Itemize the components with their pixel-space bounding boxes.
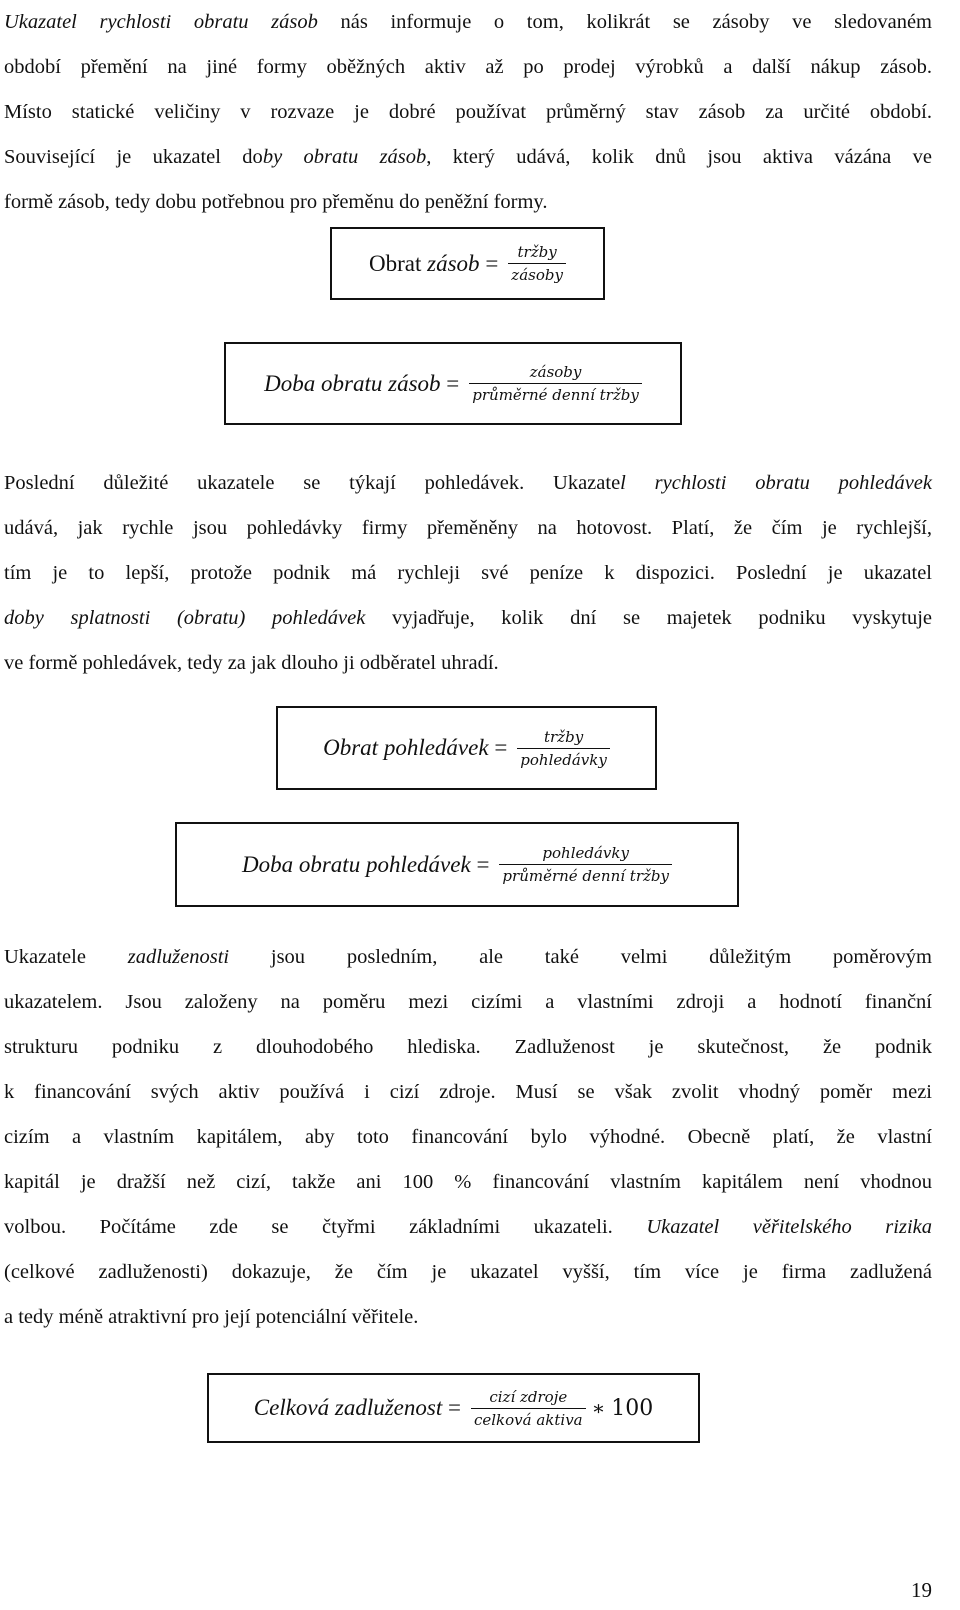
denominator: průměrné denní tržby <box>502 867 669 885</box>
page-number: 19 <box>911 1578 932 1602</box>
text-line <box>4 1025 932 1070</box>
text-run: Související je ukazatel do <box>4 146 263 168</box>
text-line <box>4 1115 932 1160</box>
numerator: tržby <box>517 243 557 261</box>
text-line <box>4 935 932 980</box>
text-run: k financování svých aktiv používá i cizí zdroje. Musí se však zvolit vhodný poměr mezi <box>4 1081 932 1103</box>
text-line <box>4 1295 932 1340</box>
text-line <box>4 980 932 1025</box>
formula-inventory-days <box>224 342 682 425</box>
text-line <box>4 45 932 90</box>
text-run: nás informuje o tom, kolikrát se zásoby ve sledovaném <box>317 11 932 33</box>
formula-lhs: Doba obratu zásob = <box>264 370 460 396</box>
formula-lhs: Doba obratu pohledávek = <box>242 851 490 877</box>
text-run: formě zásob, tedy dobu potřebnou pro přeměnu do peněžní formy. <box>4 191 548 213</box>
text-line <box>4 1070 932 1115</box>
formula-lhs: Celková zadluženost = <box>253 1395 461 1420</box>
fraction <box>471 1386 586 1431</box>
text-run: cizím a vlastním kapitálem, aby toto financování bylo výhodné. Obecně platí, že vlastní <box>4 1126 932 1148</box>
fraction <box>469 361 642 406</box>
text-line <box>4 461 932 506</box>
text-line <box>4 641 932 686</box>
italic-term: l rychlosti obratu pohledávek <box>620 472 932 494</box>
text-run: vyjadřuje, kolik dní se majetek podniku vyskytuje <box>365 607 932 629</box>
text-run: volbou. Počítáme zde se čtyřmi základními ukazateli. <box>4 1216 647 1238</box>
text-line <box>4 596 932 641</box>
text-line <box>4 135 932 180</box>
denominator: zásoby <box>511 266 563 284</box>
text-run: jsou posledním, ale také velmi důležitým poměrovým <box>229 946 932 968</box>
multiply-operator: ∗ <box>591 1396 606 1420</box>
numerator: tržby <box>543 727 584 746</box>
fraction <box>499 842 672 887</box>
paragraph-indebtedness <box>4 935 932 1340</box>
denominator: pohledávky <box>520 750 607 769</box>
text-run: tím je to lepší, protože podnik má rychleji své peníze k dispozici. Poslední je ukazatel <box>4 562 932 584</box>
text-run: udává, jak rychle jsou pohledávky firmy přeměněny na hotovost. Platí, že čím je rychlejší, <box>4 517 932 539</box>
text-line <box>4 1160 932 1205</box>
formula-receivables-turnover <box>276 706 657 790</box>
text-run: období přemění na jiné formy oběžných aktiv až po prodej výrobků a další nákup zásob. <box>4 56 932 78</box>
text-line <box>4 506 932 551</box>
italic-term: doby splatnosti (obratu) pohledávek <box>4 607 366 629</box>
text-run: kapitál je dražší než cizí, takže ani 100 % financování vlastním kapitálem není vhodnou <box>4 1171 932 1193</box>
text-run: (celkové zadluženosti) dokazuje, že čím je ukazatel vyšší, tím více je firma zadlužená <box>4 1261 932 1283</box>
text-run: ukazatelem. Jsou založeny na poměru mezi cizími a vlastními zdroji a hodnotí finanční <box>4 991 932 1013</box>
factor: 100 <box>611 1395 654 1421</box>
formula-lhs: Obrat zásob = <box>369 250 499 276</box>
italic-term: Ukazatel rychlosti obratu zásob <box>4 11 318 33</box>
text-run: Místo statické veličiny v rozvaze je dobré používat průměrný stav zásob za určité období. <box>4 101 932 123</box>
formula-receivables-days <box>175 822 739 907</box>
text-line <box>4 90 932 135</box>
paragraph-inventory-turnover <box>4 0 932 225</box>
text-run: a tedy méně atraktivní pro její potenciální věřitele. <box>4 1306 419 1328</box>
italic-term: zadluženosti <box>127 946 230 968</box>
formula-total-indebtedness <box>207 1373 700 1443</box>
text-run: strukturu podniku z dlouhodobého hlediska. Zadluženost je skutečnost, že podnik <box>4 1036 932 1058</box>
numerator: pohledávky <box>542 844 629 862</box>
numerator: zásoby <box>529 363 582 381</box>
fraction <box>508 241 566 286</box>
italic-term: Ukazatel věřitelského rizika <box>646 1216 933 1238</box>
denominator: celková aktiva <box>473 1410 583 1429</box>
formula-lhs: Obrat pohledávek = <box>323 735 508 760</box>
text-line <box>4 180 932 225</box>
text-run: Ukazatele <box>4 946 128 968</box>
paragraph-receivables <box>4 461 932 686</box>
text-run: Poslední důležité ukazatele se týkají pohledávek. Ukazate <box>4 472 621 494</box>
numerator: cizí zdroje <box>489 1387 568 1406</box>
denominator: průměrné denní tržby <box>472 386 639 404</box>
italic-term: by obratu zásob <box>262 146 427 168</box>
text-line <box>4 1205 932 1250</box>
formula-inventory-turnover <box>330 227 605 300</box>
text-line <box>4 1250 932 1295</box>
text-line <box>4 0 932 45</box>
text-run: , který udává, kolik dnů jsou aktiva vázána ve <box>426 146 932 168</box>
text-run: ve formě pohledávek, tedy za jak dlouho ji odběratel uhradí. <box>4 652 499 674</box>
text-line <box>4 551 932 596</box>
fraction <box>517 726 610 771</box>
